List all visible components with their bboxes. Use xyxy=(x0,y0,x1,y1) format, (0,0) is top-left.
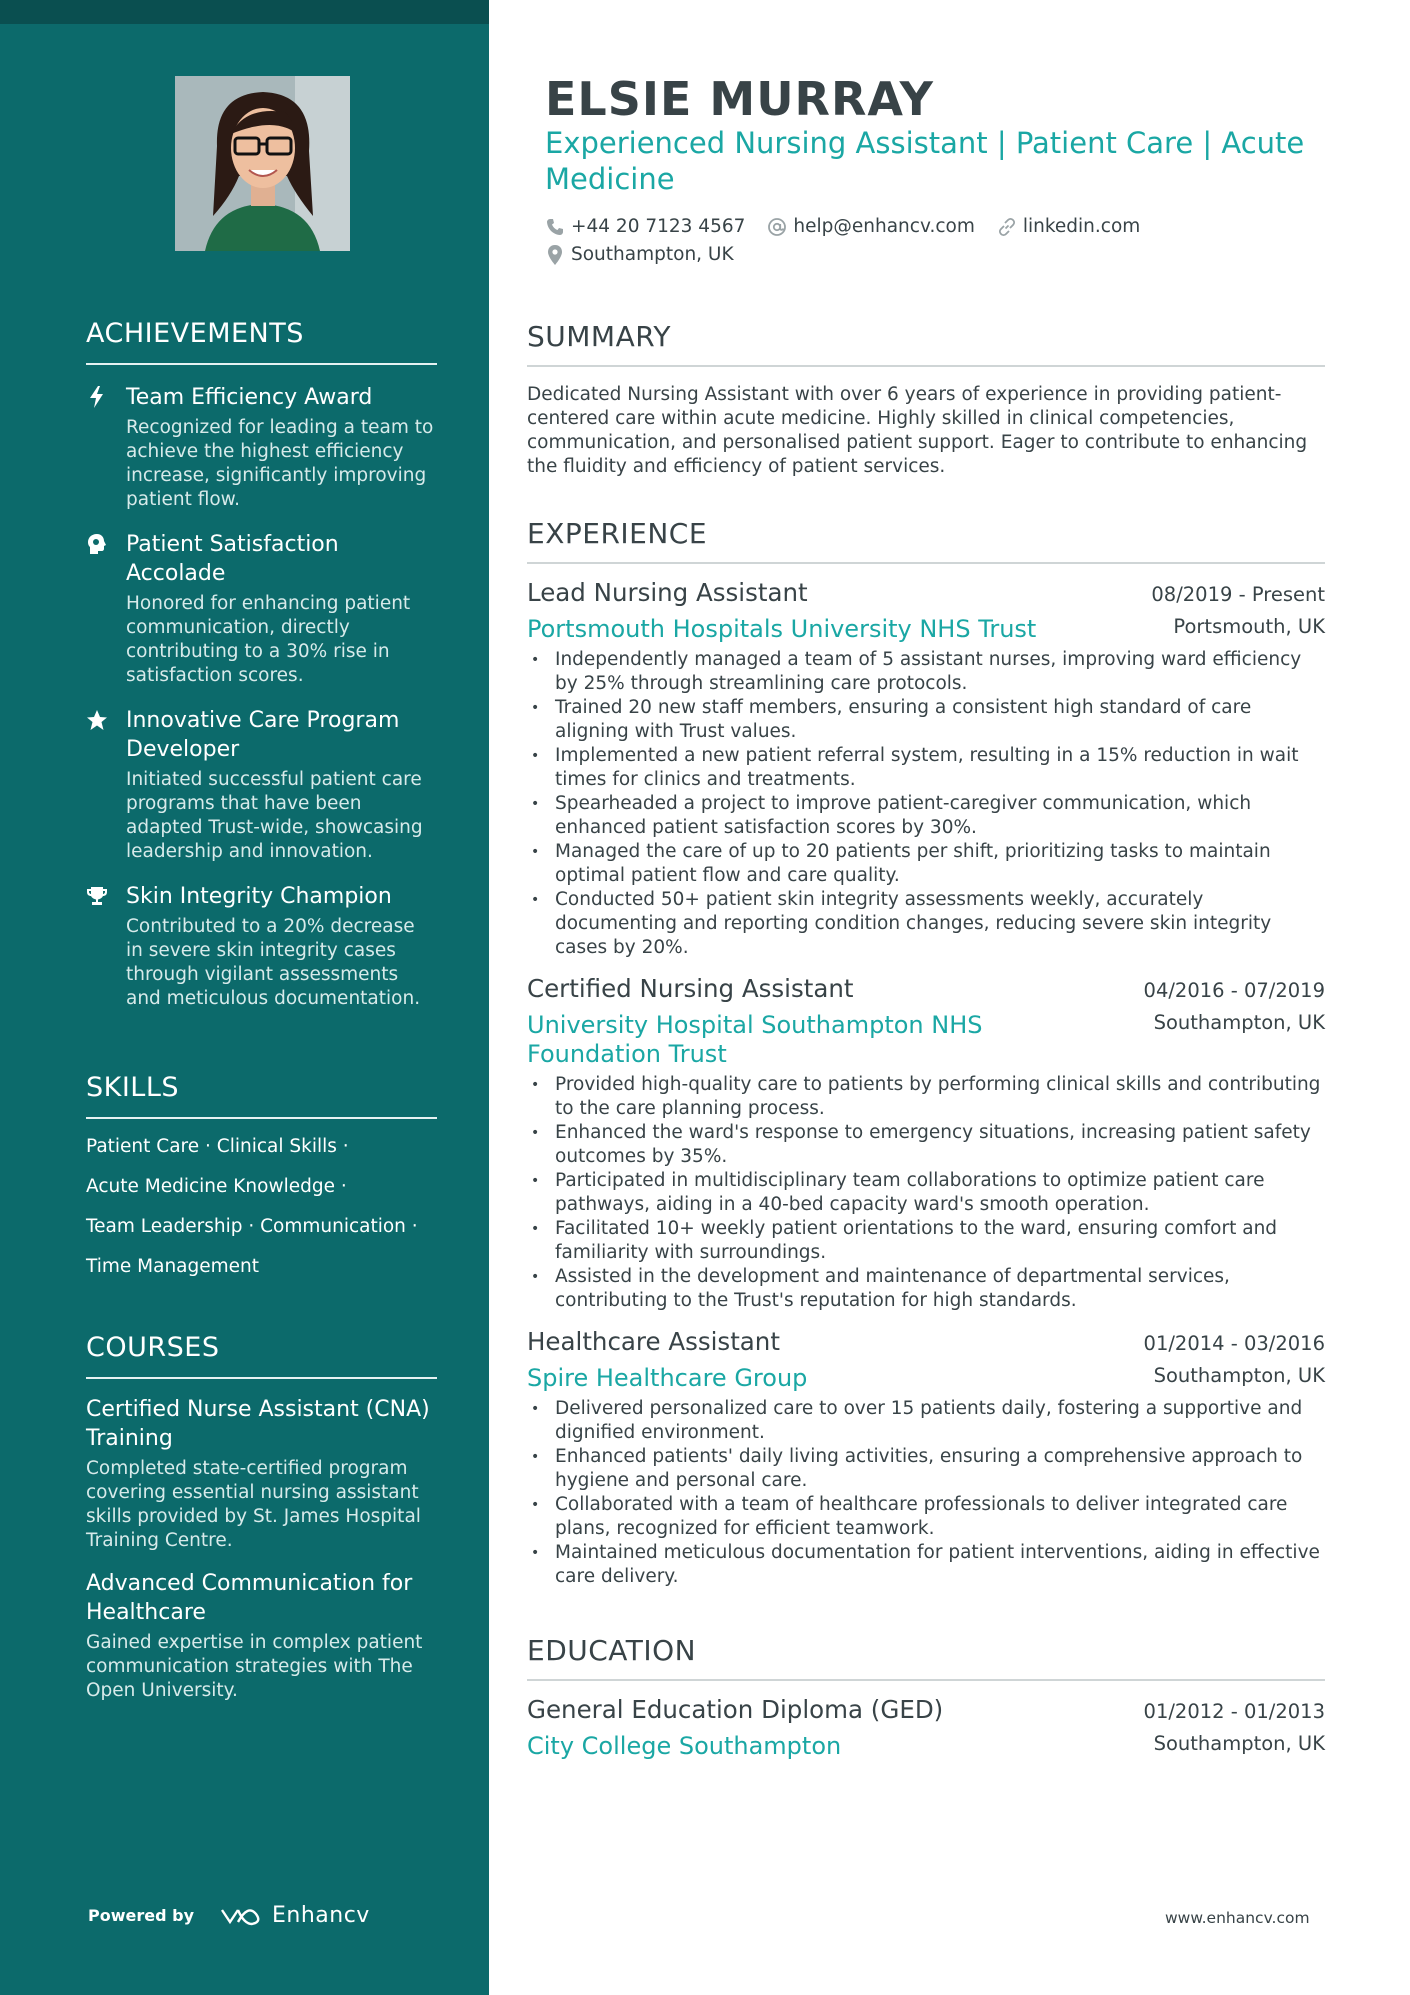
achievement-title: Skin Integrity Champion xyxy=(126,884,392,909)
job-date: 04/2016 - 07/2019 xyxy=(1143,979,1325,1002)
job-bullet: • Enhanced patients' daily living activities, ensuring a comprehensive approach to hygiene and personal care. xyxy=(527,1445,1325,1493)
job-location: Southampton, UK xyxy=(1153,1011,1325,1034)
job-date: 08/2019 - Present xyxy=(1151,583,1325,606)
job-bullets xyxy=(527,1073,1325,1313)
linkedin-contact[interactable] xyxy=(997,216,1140,237)
job-bullet: • Collaborated with a team of healthcare professionals to deliver integrated care plans, recognized for efficient teamwork. xyxy=(527,1493,1325,1541)
head-icon xyxy=(86,533,108,555)
achievement-item xyxy=(86,530,437,688)
linkedin-text: linkedin.com xyxy=(1022,216,1141,237)
achievement-title: Patient Satisfaction Accolade xyxy=(126,532,339,586)
courses-section xyxy=(86,1332,437,1703)
skill-line: Acute Medicine Knowledge · xyxy=(86,1176,347,1197)
job-date: 01/2014 - 03/2016 xyxy=(1143,1332,1325,1355)
phone-text: +44 20 7123 4567 xyxy=(571,216,746,237)
job-bullets xyxy=(527,1397,1325,1589)
education-date: 01/2012 - 01/2013 xyxy=(1143,1700,1325,1723)
summary-section xyxy=(527,320,1325,479)
email-text: help@enhancv.com xyxy=(793,216,975,237)
job-bullet: • Conducted 50+ patient skin integrity assessments weekly, accurately documenting and reporting condition changes, reducing severe skin integrity cases by 20%. xyxy=(527,888,1325,960)
bolt-icon xyxy=(86,386,108,408)
job-entry xyxy=(527,1327,1325,1589)
trophy-icon xyxy=(86,885,108,907)
skill-line: Patient Care · Clinical Skills · xyxy=(86,1136,349,1157)
profile-photo xyxy=(175,76,350,251)
job-bullet: • Participated in multidisciplinary team collaborations to optimize patient care pathways, aiding in a 40-bed capacity ward's smooth operation. xyxy=(527,1169,1325,1217)
location-pin-icon xyxy=(545,245,565,265)
experience-section xyxy=(527,517,1325,1589)
job-bullet: • Assisted in the development and maintenance of departmental services, contributing to the Trust's reputation for high standards. xyxy=(527,1265,1325,1313)
candidate-headline: Experienced Nursing Assistant | Patient Care | Acute Medicine xyxy=(545,126,1305,196)
courses-title: COURSES xyxy=(86,1332,437,1379)
footer-url[interactable]: www.enhancv.com xyxy=(1165,1909,1310,1927)
achievements-title: ACHIEVEMENTS xyxy=(86,318,437,365)
job-title: Healthcare Assistant xyxy=(527,1327,780,1356)
sidebar-top-band xyxy=(0,0,489,24)
education-title: EDUCATION xyxy=(527,1634,1325,1681)
job-bullet: • Enhanced the ward's response to emergency situations, increasing patient safety outcomes by 35%. xyxy=(527,1121,1325,1169)
job-entry xyxy=(527,974,1325,1313)
achievement-description: Contributed to a 20% decrease in severe skin integrity cases through vigilant assessments and meticulous documentation. xyxy=(126,916,421,1009)
location-row xyxy=(545,244,734,265)
job-bullet: • Facilitated 10+ weekly patient orientations to the ward, ensuring comfort and familiarity with surroundings. xyxy=(527,1217,1325,1265)
achievement-description: Honored for enhancing patient communication, directly contributing to a 30% rise in satisfaction scores. xyxy=(126,593,411,686)
job-bullet: • Independently managed a team of 5 assistant nurses, improving ward efficiency by 25% through streamlining care protocols. xyxy=(527,648,1325,696)
job-bullet: • Delivered personalized care to over 15 patients daily, fostering a supportive and dignified environment. xyxy=(527,1397,1325,1445)
skill-line: Team Leadership · Communication · xyxy=(86,1216,418,1237)
powered-by-label: Powered by xyxy=(88,1906,194,1925)
course-item xyxy=(86,1395,437,1553)
school-name: City College Southampton xyxy=(527,1732,842,1760)
job-company: University Hospital Southampton NHS Foundation Trust xyxy=(527,1011,983,1068)
achievement-description: Initiated successful patient care programs that have been adapted Trust-wide, showcasing leadership and innovation. xyxy=(126,769,423,862)
enhancv-brand-name: Enhancv xyxy=(272,1903,370,1928)
job-bullet: • Provided high-quality care to patients by performing clinical skills and contributing to the care planning process. xyxy=(527,1073,1325,1121)
education-entry xyxy=(527,1695,1325,1761)
skills-title: SKILLS xyxy=(86,1072,437,1119)
star-icon xyxy=(86,709,108,731)
course-title: Advanced Communication for Healthcare xyxy=(86,1571,413,1625)
job-bullet: • Implemented a new patient referral system, resulting in a 15% reduction in wait times for clinics and treatments. xyxy=(527,744,1325,792)
course-item xyxy=(86,1569,437,1703)
enhancv-logo[interactable] xyxy=(218,1903,370,1928)
job-bullet: • Maintained meticulous documentation for patient interventions, aiding in effective care delivery. xyxy=(527,1541,1325,1589)
achievements-section xyxy=(86,318,437,1011)
job-title: Certified Nursing Assistant xyxy=(527,974,854,1003)
sidebar xyxy=(0,0,489,1995)
education-section xyxy=(527,1634,1325,1761)
skills-list xyxy=(86,1135,437,1279)
job-title: Lead Nursing Assistant xyxy=(527,578,808,607)
candidate-name: ELSIE MURRAY xyxy=(545,72,934,126)
course-title: Certified Nurse Assistant (CNA) Training xyxy=(86,1397,430,1451)
job-company: Portsmouth Hospitals University NHS Trust xyxy=(527,615,1037,643)
job-bullet: • Managed the care of up to 20 patients per shift, prioritizing tasks to maintain optimal patient flow and care quality. xyxy=(527,840,1325,888)
job-location: Southampton, UK xyxy=(1153,1364,1325,1387)
job-bullet: • Trained 20 new staff members, ensuring a consistent high standard of care aligning with Trust values. xyxy=(527,696,1325,744)
phone-contact[interactable] xyxy=(545,216,745,237)
powered-by xyxy=(88,1903,370,1928)
job-entry xyxy=(527,578,1325,960)
summary-text: Dedicated Nursing Assistant with over 6 years of experience in providing patient-centered care within acute medicine. Highly skilled in clinical competencies, communication, and personalised patient support. Eager to contribute to enhancing the fluidity and efficiency of patient services. xyxy=(527,384,1308,477)
course-description: Gained expertise in complex patient communication strategies with The Open University. xyxy=(86,1632,423,1701)
summary-title: SUMMARY xyxy=(527,320,1325,367)
job-bullet: • Spearheaded a project to improve patient-caregiver communication, which enhanced patient satisfaction scores by 30%. xyxy=(527,792,1325,840)
experience-title: EXPERIENCE xyxy=(527,517,1325,564)
enhancv-logo-icon xyxy=(218,1904,264,1928)
at-icon xyxy=(767,217,787,237)
achievement-item xyxy=(86,383,437,512)
skill-line: Time Management xyxy=(86,1256,260,1277)
education-location: Southampton, UK xyxy=(1153,1732,1325,1755)
location-contact xyxy=(545,244,734,265)
contact-row xyxy=(545,216,1140,237)
degree-title: General Education Diploma (GED) xyxy=(527,1695,944,1724)
course-description: Completed state-certified program covering essential nursing assistant skills provided by St. James Hospital Training Centre. xyxy=(86,1458,421,1551)
job-bullets xyxy=(527,648,1325,960)
achievement-item xyxy=(86,882,437,1011)
email-contact[interactable] xyxy=(767,216,974,237)
achievement-item xyxy=(86,706,437,864)
job-location: Portsmouth, UK xyxy=(1173,615,1325,638)
skills-section xyxy=(86,1072,437,1295)
phone-icon xyxy=(545,217,565,237)
achievement-title: Innovative Care Program Developer xyxy=(126,708,400,762)
achievement-title: Team Efficiency Award xyxy=(126,385,373,410)
location-text: Southampton, UK xyxy=(571,244,734,265)
achievement-description: Recognized for leading a team to achieve the highest efficiency increase, significantly improving patient flow. xyxy=(126,417,434,510)
link-icon xyxy=(997,217,1017,237)
job-company: Spire Healthcare Group xyxy=(527,1364,808,1392)
